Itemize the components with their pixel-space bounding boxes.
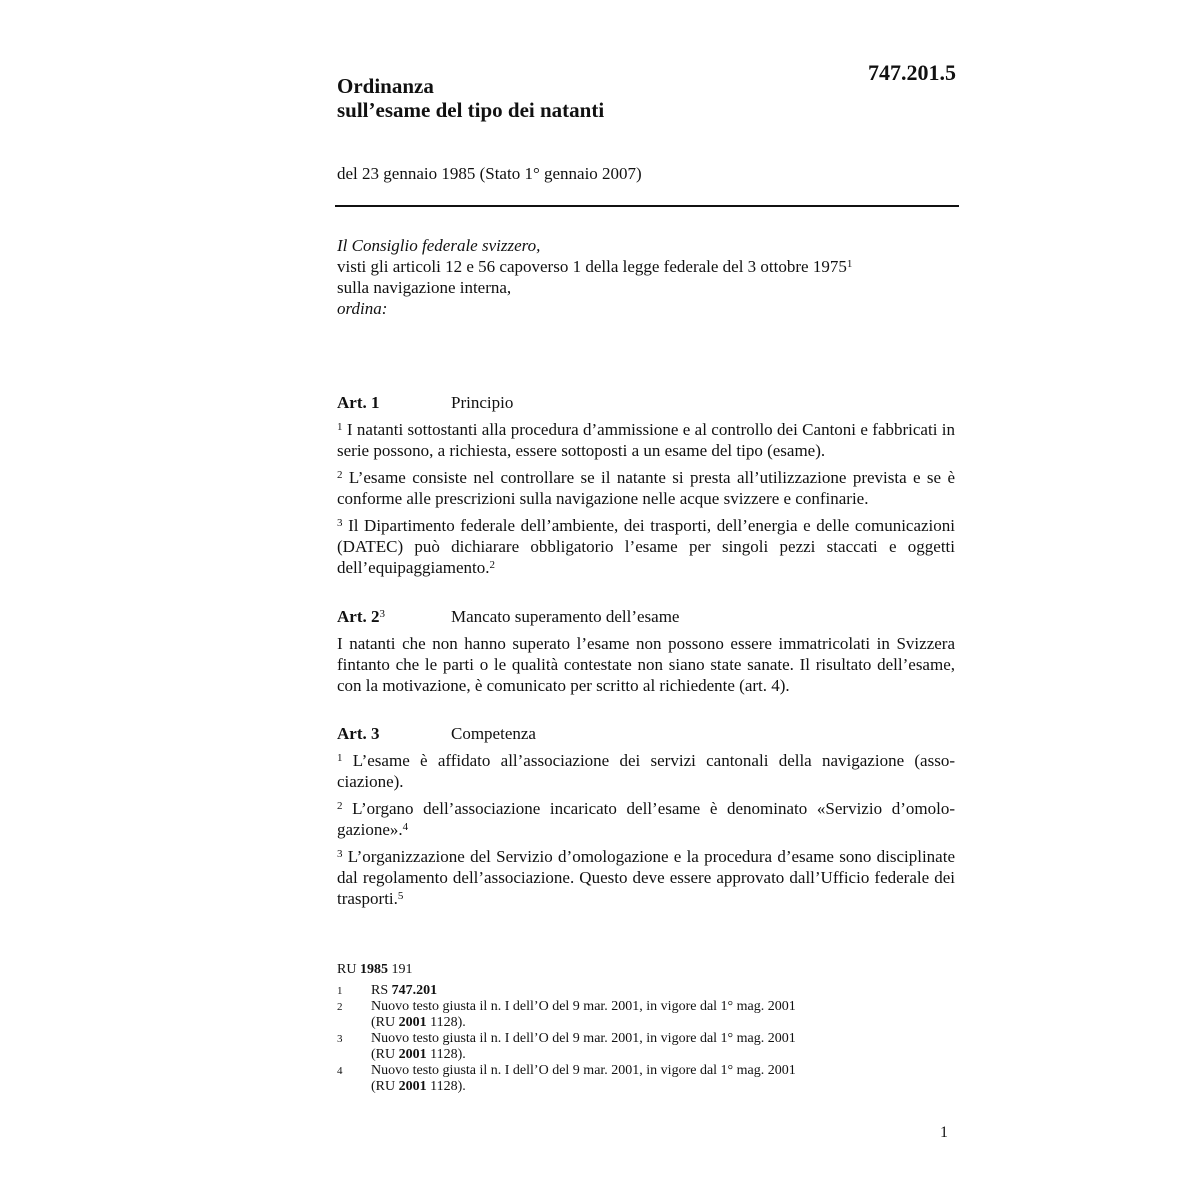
footnote-line2 <box>371 1047 897 1063</box>
paragraph-text: L’esame è affidato all’associazione dei servizi cantonali della navigazione (associazione). <box>337 751 956 791</box>
paragraph-number: 1 <box>337 752 343 764</box>
footnote-pre: (RU <box>371 1015 396 1030</box>
article-paragraph <box>337 467 955 509</box>
article-number: Art. 2 <box>337 607 380 626</box>
paragraph-text: L’organo dell’associazione incaricato dell’esame è denominato «Servizio d’omologazione». <box>337 799 956 839</box>
paragraph-number: 3 <box>337 848 343 860</box>
article-paragraph <box>337 515 955 578</box>
footnote-number: 1 <box>337 985 343 997</box>
footnote-bold: 2001 <box>398 1079 427 1094</box>
footnote-pre: (RU <box>371 1047 396 1062</box>
article-paragraph <box>337 798 955 840</box>
page-number: 1 <box>940 1124 948 1141</box>
header-divider <box>335 205 959 207</box>
paragraph-number: 1 <box>337 421 343 433</box>
paragraph-number: 2 <box>337 800 343 812</box>
footnote-pre: RS <box>371 983 389 998</box>
sr-number: 747.201.5 <box>868 60 956 85</box>
footnote-number: 2 <box>337 1001 343 1013</box>
footnote-line1: Nuovo testo giusta il n. I dell’O del 9 mar. 2001, in vigore dal 1° mag. 2001 <box>371 999 796 1014</box>
preamble-basis-line1: visti gli articoli 12 e 56 capoverso 1 della legge federale del 3 ottobre 1975 <box>337 257 847 276</box>
article-paragraph <box>337 750 955 792</box>
footnote <box>337 1063 897 1095</box>
article-paragraph <box>337 846 955 909</box>
footnote-ref: 4 <box>402 821 409 833</box>
paragraph-text: Il Dipartimento federale dell’ambiente, dei trasporti, dell’energia e delle comunicazioni (DATEC) può dichiarare obbligatorio l’esame per singoli pezzi staccati e oggetti dell’equipaggiamento. <box>337 516 955 577</box>
footnote-post: 1128). <box>430 1015 466 1030</box>
footnote-text <box>371 1063 897 1095</box>
ru-year: 1985 <box>359 962 388 977</box>
article-heading <box>337 723 955 744</box>
article-title: Principio <box>451 393 514 412</box>
footnote-bold: 2001 <box>398 1047 427 1062</box>
footnote-text <box>371 999 897 1031</box>
footnote-line1: Nuovo testo giusta il n. I dell’O del 9 mar. 2001, in vigore dal 1° mag. 2001 <box>371 1031 796 1046</box>
footnote-pre: (RU <box>371 1079 396 1094</box>
footnote-ref: 3 <box>379 608 385 620</box>
article-2 <box>337 606 955 696</box>
article-heading <box>337 606 955 627</box>
paragraph-text: L’esame consiste nel controllare se il natante si presta all’utilizzazione prevista e se è conforme alle prescrizioni sulla navigazione nelle acque svizzere e confinarie. <box>337 468 955 508</box>
footnote-ref: 2 <box>489 559 495 571</box>
ru-reference <box>337 962 412 978</box>
footnote-line2 <box>371 1015 897 1031</box>
footnote-ref: 1 <box>846 258 853 270</box>
paragraph-text: L’organizzazione del Servizio d’omologazione e la procedura d’esame sono disciplinate dal regolamento dell’associazione. Questo deve essere approvato dall’Ufficio federale dei trasporti. <box>337 847 955 908</box>
ru-prefix: RU <box>337 962 357 977</box>
article-title: Mancato superamento dell’esame <box>451 607 680 626</box>
article-title: Competenza <box>451 724 536 743</box>
article-heading <box>337 392 955 413</box>
footnote <box>337 1031 897 1063</box>
ru-page: 191 <box>391 962 413 977</box>
footnote-line1: Nuovo testo giusta il n. I dell’O del 9 mar. 2001, in vigore dal 1° mag. 2001 <box>371 1063 796 1078</box>
paragraph-text: I natanti che non hanno superato l’esame non possono essere immatricolati in Svizzera fintanto che le parti o le qualità contestate non siano state sanate. Il risultato dell’esame, con la motivazione, è comunicato per scritto al richiedente (art. 4). <box>337 634 955 695</box>
footnote-text <box>371 983 897 999</box>
paragraph-number: 2 <box>337 469 343 481</box>
preamble-ordina: ordina: <box>337 299 388 318</box>
title-line-2: sull’esame del tipo dei natanti <box>337 98 605 122</box>
footnote-number: 4 <box>337 1065 343 1077</box>
article-paragraph <box>337 633 955 696</box>
footnote-text <box>371 1031 897 1063</box>
footnote-line2 <box>371 1079 897 1095</box>
preamble-basis-line2: sulla navigazione interna, <box>337 278 512 297</box>
paragraph-text: I natanti sottostanti alla procedura d’ammissione e al controllo dei Cantoni e fabbricati in serie possono, a richiesta, essere sottoposti a un esame del tipo (esame). <box>337 420 956 460</box>
document-title <box>337 74 797 122</box>
article-number: Art. 1 <box>337 393 380 412</box>
footnote <box>337 999 897 1031</box>
article-number-wrap <box>337 606 451 627</box>
footnote-ref: 5 <box>397 890 404 902</box>
footnote <box>337 983 897 999</box>
article-number: Art. 3 <box>337 724 380 743</box>
article-paragraph <box>337 419 955 461</box>
preamble-authority: Il Consiglio federale svizzero, <box>337 236 541 255</box>
footnote-post: 1128). <box>430 1079 466 1094</box>
footnote-post: 1128). <box>430 1047 466 1062</box>
footnote-bold: 747.201 <box>391 983 438 998</box>
paragraph-number: 3 <box>337 517 343 529</box>
preamble-basis <box>337 256 957 277</box>
preamble <box>337 235 957 319</box>
title-line-1: Ordinanza <box>337 74 434 98</box>
footnote-number: 3 <box>337 1033 343 1045</box>
footnote-bold: 2001 <box>398 1015 427 1030</box>
article-1 <box>337 392 955 578</box>
article-3 <box>337 723 955 909</box>
document-date: del 23 gennaio 1985 (Stato 1° gennaio 2007) <box>337 164 642 183</box>
